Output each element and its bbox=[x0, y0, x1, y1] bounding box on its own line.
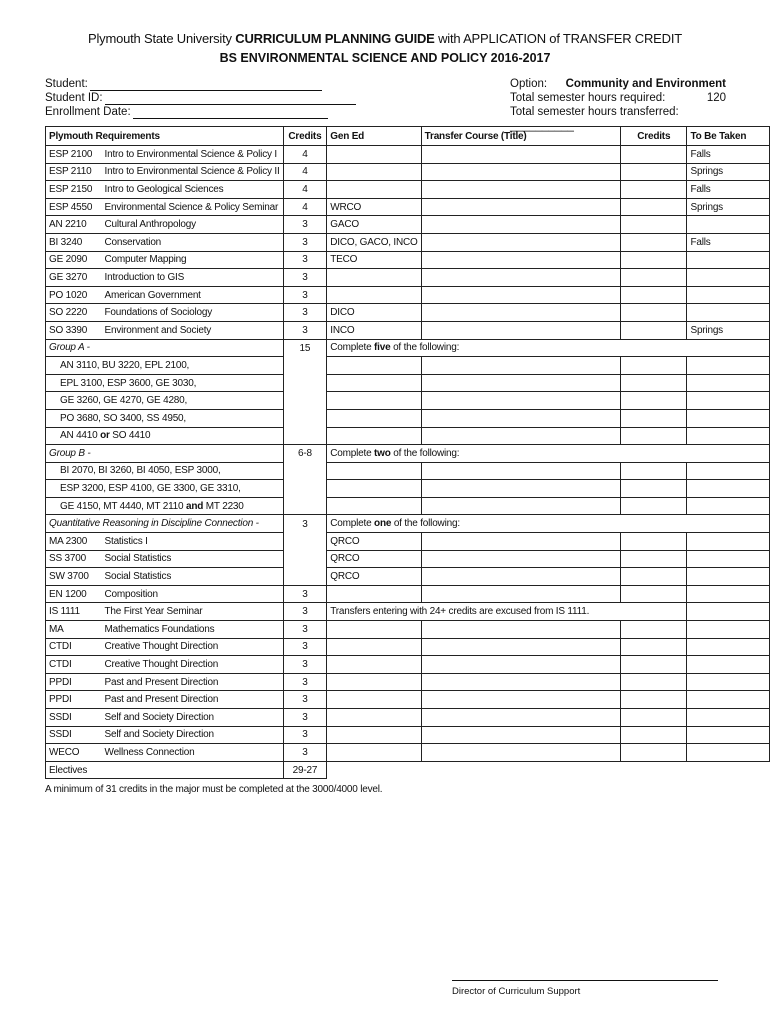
course-credits: 3 bbox=[283, 691, 327, 709]
transfer-credits-cell[interactable] bbox=[621, 304, 687, 322]
course-title: Creative Thought Direction bbox=[102, 656, 284, 674]
course-code: MA 2300 bbox=[46, 533, 102, 551]
hours-required-value: 120 bbox=[706, 92, 726, 104]
course-title: Intro to Environmental Science & Policy II bbox=[102, 163, 284, 181]
transfer-credits-cell[interactable] bbox=[621, 656, 687, 674]
transfer-credits-cell[interactable] bbox=[621, 691, 687, 709]
to-be-taken-cell[interactable] bbox=[687, 409, 770, 427]
to-be-taken-cell[interactable] bbox=[687, 550, 770, 568]
title-guide: CURRICULUM PLANNING GUIDE bbox=[235, 31, 435, 46]
to-be-taken-cell[interactable] bbox=[687, 480, 770, 498]
transfer-course-cell[interactable] bbox=[421, 621, 620, 639]
course-credits: 3 bbox=[283, 656, 327, 674]
table-row bbox=[46, 163, 770, 181]
course-credits: 4 bbox=[283, 198, 327, 216]
transfer-course-cell[interactable] bbox=[421, 550, 620, 568]
group-a-credits-blank bbox=[283, 374, 327, 392]
gen-ed-cell[interactable] bbox=[327, 427, 421, 445]
table-row bbox=[46, 216, 770, 234]
transfer-credits-cell[interactable] bbox=[621, 374, 687, 392]
course-credits: 3 bbox=[283, 638, 327, 656]
to-be-taken-cell bbox=[687, 251, 770, 269]
table-row bbox=[46, 585, 770, 603]
table-row bbox=[46, 445, 770, 463]
to-be-taken-cell[interactable] bbox=[687, 357, 770, 375]
to-be-taken-cell[interactable] bbox=[687, 638, 770, 656]
gen-ed-cell[interactable] bbox=[327, 357, 421, 375]
group-b-connector: and bbox=[186, 500, 204, 512]
course-title: Computer Mapping bbox=[102, 251, 284, 269]
course-title: Conservation bbox=[102, 233, 284, 251]
course-credits: 3 bbox=[283, 251, 327, 269]
gen-ed-cell[interactable] bbox=[327, 673, 421, 691]
gen-ed-cell[interactable] bbox=[327, 621, 421, 639]
table-row bbox=[46, 321, 770, 339]
gen-ed-cell: QRCO bbox=[327, 533, 421, 551]
transfer-credits-cell[interactable] bbox=[621, 216, 687, 234]
student-id-label: Student ID: bbox=[45, 92, 103, 104]
course-title: Self and Society Direction bbox=[102, 726, 284, 744]
option-value: Community and Environment bbox=[565, 78, 726, 90]
course-title: Introduction to GIS bbox=[102, 269, 284, 287]
title-transfer: with APPLICATION of TRANSFER CREDIT bbox=[438, 31, 682, 46]
to-be-taken-cell[interactable] bbox=[687, 568, 770, 586]
col-to-be-taken: To Be Taken bbox=[687, 127, 770, 146]
course-credits: 3 bbox=[283, 726, 327, 744]
to-be-taken-cell: Falls bbox=[687, 146, 770, 164]
table-row bbox=[46, 198, 770, 216]
transfer-course-cell[interactable] bbox=[421, 427, 620, 445]
student-field[interactable] bbox=[90, 78, 322, 91]
course-code: SO 2220 bbox=[46, 304, 102, 322]
transfer-credits-cell[interactable] bbox=[621, 392, 687, 410]
to-be-taken-cell: Falls bbox=[687, 181, 770, 199]
to-be-taken-cell[interactable] bbox=[687, 533, 770, 551]
to-be-taken-cell[interactable] bbox=[687, 726, 770, 744]
group-a-credits: 15 bbox=[283, 339, 327, 357]
course-code: ESP 2100 bbox=[46, 146, 102, 164]
course-title: The First Year Seminar bbox=[102, 603, 284, 621]
requirements-table bbox=[45, 126, 770, 779]
to-be-taken-cell[interactable] bbox=[687, 497, 770, 515]
table-row bbox=[46, 656, 770, 674]
group-a-note: Complete five of the following: bbox=[327, 339, 770, 357]
gen-ed-cell bbox=[327, 269, 421, 287]
course-title: Wellness Connection bbox=[102, 744, 284, 762]
table-row bbox=[46, 568, 770, 586]
col-credits: Credits bbox=[283, 127, 327, 146]
table-row bbox=[46, 392, 770, 410]
course-credits: 3 bbox=[283, 321, 327, 339]
group-a-credits-blank bbox=[283, 427, 327, 445]
to-be-taken-cell bbox=[687, 304, 770, 322]
course-code: SO 3390 bbox=[46, 321, 102, 339]
to-be-taken-cell[interactable] bbox=[687, 744, 770, 762]
transfer-course-cell[interactable] bbox=[421, 269, 620, 287]
course-code: GE 2090 bbox=[46, 251, 102, 269]
course-credits: 4 bbox=[283, 146, 327, 164]
transfer-credits-cell[interactable] bbox=[621, 585, 687, 603]
gen-ed-cell: GACO bbox=[327, 216, 421, 234]
gen-ed-cell[interactable] bbox=[327, 709, 421, 727]
enrollment-date-label: Enrollment Date: bbox=[45, 106, 131, 118]
transfer-course-cell[interactable] bbox=[421, 163, 620, 181]
group-a-credits-blank bbox=[283, 392, 327, 410]
transfer-course-cell[interactable] bbox=[421, 638, 620, 656]
group-b-course-list: BI 2070, BI 3260, BI 4050, ESP 3000, bbox=[46, 462, 284, 480]
gen-ed-cell[interactable] bbox=[327, 638, 421, 656]
transfer-credits-cell[interactable] bbox=[621, 462, 687, 480]
group-a-connector: or bbox=[100, 430, 110, 442]
course-title: Statistics I bbox=[102, 533, 284, 551]
gen-ed-cell[interactable] bbox=[327, 409, 421, 427]
course-title: Environment and Society bbox=[102, 321, 284, 339]
course-title: Social Statistics bbox=[102, 550, 284, 568]
gen-ed-cell[interactable] bbox=[327, 691, 421, 709]
qr-note-count: one bbox=[374, 518, 392, 530]
to-be-taken-cell[interactable] bbox=[687, 374, 770, 392]
table-row bbox=[46, 427, 770, 445]
group-a-note-count: five bbox=[374, 342, 391, 354]
gen-ed-cell bbox=[327, 181, 421, 199]
to-be-taken-cell[interactable] bbox=[687, 585, 770, 603]
hours-required-label: Total semester hours required: bbox=[510, 92, 666, 104]
group-b-label: Group B - bbox=[46, 445, 284, 463]
course-title: Composition bbox=[102, 585, 284, 603]
transfer-course-cell[interactable] bbox=[421, 392, 620, 410]
course-code: PO 1020 bbox=[46, 286, 102, 304]
to-be-taken-cell bbox=[687, 216, 770, 234]
table-row bbox=[46, 691, 770, 709]
gen-ed-cell bbox=[327, 286, 421, 304]
qr-credits-blank bbox=[283, 533, 327, 551]
gen-ed-cell[interactable] bbox=[327, 374, 421, 392]
to-be-taken-cell[interactable] bbox=[687, 709, 770, 727]
transfer-note: Transfers entering with 24+ credits are excused from IS 1111. bbox=[327, 603, 687, 621]
course-title: Social Statistics bbox=[102, 568, 284, 586]
course-code: GE 3270 bbox=[46, 269, 102, 287]
to-be-taken-cell bbox=[687, 286, 770, 304]
group-b-course-list: ESP 3200, ESP 4100, GE 3300, GE 3310, bbox=[46, 480, 284, 498]
transfer-credits-cell[interactable] bbox=[621, 233, 687, 251]
to-be-taken-cell: Springs bbox=[687, 198, 770, 216]
gen-ed-cell: DICO bbox=[327, 304, 421, 322]
course-title: American Government bbox=[102, 286, 284, 304]
group-a-course-list: EPL 3100, ESP 3600, GE 3030, bbox=[46, 374, 284, 392]
transfer-course-cell[interactable] bbox=[421, 585, 620, 603]
group-a-course-list: GE 3260, GE 4270, GE 4280, bbox=[46, 392, 284, 410]
to-be-taken-cell[interactable] bbox=[687, 603, 770, 621]
qr-note: Complete one of the following: bbox=[327, 515, 770, 533]
course-code: ESP 2110 bbox=[46, 163, 102, 181]
option-label: Option: bbox=[510, 78, 548, 90]
transfer-course-cell[interactable] bbox=[421, 462, 620, 480]
course-title: Foundations of Sociology bbox=[102, 304, 284, 322]
transfer-credits-cell[interactable] bbox=[621, 357, 687, 375]
transfer-credits-cell[interactable] bbox=[621, 269, 687, 287]
course-title: Past and Present Direction bbox=[102, 691, 284, 709]
course-title: Intro to Environmental Science & Policy I bbox=[102, 146, 284, 164]
transfer-course-cell[interactable] bbox=[421, 656, 620, 674]
transfer-credits-cell[interactable] bbox=[621, 163, 687, 181]
table-row bbox=[46, 761, 770, 779]
transfer-course-cell[interactable] bbox=[421, 744, 620, 762]
transfer-course-cell[interactable] bbox=[421, 480, 620, 498]
course-credits: 3 bbox=[283, 603, 327, 621]
course-code: SW 3700 bbox=[46, 568, 102, 586]
transfer-credits-cell[interactable] bbox=[621, 621, 687, 639]
transfer-credits-cell[interactable] bbox=[621, 286, 687, 304]
to-be-taken-cell[interactable] bbox=[687, 462, 770, 480]
transfer-credits-cell[interactable] bbox=[621, 198, 687, 216]
qr-credits-blank bbox=[283, 568, 327, 586]
table-row bbox=[46, 146, 770, 164]
col-gen-ed: Gen Ed bbox=[327, 127, 421, 146]
course-code: IS 1111 bbox=[46, 603, 102, 621]
transfer-credits-cell[interactable] bbox=[621, 673, 687, 691]
course-credits: 3 bbox=[283, 269, 327, 287]
transfer-credits-cell[interactable] bbox=[621, 726, 687, 744]
course-code: WECO bbox=[46, 744, 102, 762]
group-b-credits: 6-8 bbox=[283, 445, 327, 463]
table-row bbox=[46, 603, 770, 621]
transfer-course-cell[interactable] bbox=[421, 726, 620, 744]
course-title: Creative Thought Direction bbox=[102, 638, 284, 656]
course-code: CTDI bbox=[46, 656, 102, 674]
title-university: Plymouth State University bbox=[88, 31, 232, 46]
table-row bbox=[46, 357, 770, 375]
gen-ed-cell: QRCO bbox=[327, 550, 421, 568]
hours-transferred-label: Total semester hours transferred: __________ bbox=[510, 106, 679, 132]
table-row bbox=[46, 621, 770, 639]
electives-credits: 29-27 bbox=[283, 761, 327, 779]
enrollment-date-field[interactable] bbox=[133, 106, 328, 119]
transfer-credits-cell[interactable] bbox=[621, 251, 687, 269]
table-row bbox=[46, 339, 770, 357]
transfer-course-cell[interactable] bbox=[421, 533, 620, 551]
gen-ed-cell[interactable] bbox=[327, 656, 421, 674]
transfer-course-cell[interactable] bbox=[421, 251, 620, 269]
gen-ed-cell[interactable] bbox=[327, 462, 421, 480]
group-a-course-list: AN 4410 or SO 4410 bbox=[46, 427, 284, 445]
gen-ed-cell: WRCO bbox=[327, 198, 421, 216]
signature-label: Director of Curriculum Support bbox=[452, 986, 581, 997]
table-row bbox=[46, 515, 770, 533]
transfer-credits-cell[interactable] bbox=[621, 638, 687, 656]
group-b-note: Complete two of the following: bbox=[327, 445, 770, 463]
course-title: Environmental Science & Policy Seminar bbox=[102, 198, 284, 216]
transfer-course-cell[interactable] bbox=[421, 233, 620, 251]
course-credits: 3 bbox=[283, 744, 327, 762]
table-row bbox=[46, 550, 770, 568]
course-code: AN 2210 bbox=[46, 216, 102, 234]
to-be-taken-cell: Springs bbox=[687, 163, 770, 181]
col-transfer-course: Transfer Course (Title) bbox=[421, 127, 620, 146]
group-a-course-list: PO 3680, SO 3400, SS 4950, bbox=[46, 409, 284, 427]
transfer-course-cell[interactable] bbox=[421, 216, 620, 234]
group-b-note-count: two bbox=[374, 447, 391, 459]
gen-ed-cell[interactable] bbox=[327, 744, 421, 762]
to-be-taken-cell bbox=[687, 269, 770, 287]
transfer-credits-cell[interactable] bbox=[621, 146, 687, 164]
course-title: Cultural Anthropology bbox=[102, 216, 284, 234]
footer-note: A minimum of 31 credits in the major must be completed at the 3000/4000 level. bbox=[45, 784, 383, 795]
to-be-taken-cell: Springs bbox=[687, 321, 770, 339]
group-b-credits-blank bbox=[283, 497, 327, 515]
transfer-credits-cell[interactable] bbox=[621, 409, 687, 427]
to-be-taken-cell: Falls bbox=[687, 233, 770, 251]
table-row bbox=[46, 286, 770, 304]
course-title: Mathematics Foundations bbox=[102, 621, 284, 639]
course-code: ESP 4550 bbox=[46, 198, 102, 216]
transfer-course-cell[interactable] bbox=[421, 497, 620, 515]
signature-line[interactable] bbox=[452, 980, 718, 981]
course-credits: 3 bbox=[283, 709, 327, 727]
student-id-field[interactable] bbox=[105, 92, 356, 105]
table-row bbox=[46, 462, 770, 480]
transfer-credits-cell[interactable] bbox=[621, 533, 687, 551]
table-row bbox=[46, 269, 770, 287]
course-credits: 3 bbox=[283, 585, 327, 603]
course-title: Intro to Geological Sciences bbox=[102, 181, 284, 199]
gen-ed-cell: QRCO bbox=[327, 568, 421, 586]
table-row bbox=[46, 726, 770, 744]
course-code: PPDI bbox=[46, 691, 102, 709]
gen-ed-cell bbox=[327, 146, 421, 164]
transfer-course-cell[interactable] bbox=[421, 321, 620, 339]
table-row bbox=[46, 673, 770, 691]
electives-label: Electives bbox=[46, 761, 284, 779]
to-be-taken-cell[interactable] bbox=[687, 691, 770, 709]
course-credits: 4 bbox=[283, 181, 327, 199]
group-a-label: Group A - bbox=[46, 339, 284, 357]
transfer-course-cell[interactable] bbox=[421, 181, 620, 199]
to-be-taken-cell[interactable] bbox=[687, 673, 770, 691]
to-be-taken-cell[interactable] bbox=[687, 656, 770, 674]
group-a-course-list: AN 3110, BU 3220, EPL 2100, bbox=[46, 357, 284, 375]
gen-ed-cell[interactable] bbox=[327, 392, 421, 410]
table-header-row bbox=[46, 127, 770, 146]
gen-ed-cell: DICO, GACO, INCO bbox=[327, 233, 421, 251]
course-code: SSDI bbox=[46, 726, 102, 744]
transfer-credits-cell[interactable] bbox=[621, 709, 687, 727]
to-be-taken-cell[interactable] bbox=[687, 427, 770, 445]
course-code: EN 1200 bbox=[46, 585, 102, 603]
col-transfer-credits: Credits bbox=[621, 127, 687, 146]
transfer-course-cell[interactable] bbox=[421, 673, 620, 691]
transfer-credits-cell[interactable] bbox=[621, 480, 687, 498]
course-credits: 3 bbox=[283, 621, 327, 639]
course-code: CTDI bbox=[46, 638, 102, 656]
transfer-course-cell[interactable] bbox=[421, 374, 620, 392]
transfer-course-cell[interactable] bbox=[421, 568, 620, 586]
gen-ed-cell: INCO bbox=[327, 321, 421, 339]
course-code: BI 3240 bbox=[46, 233, 102, 251]
course-credits: 3 bbox=[283, 304, 327, 322]
option-info bbox=[510, 77, 726, 132]
table-row bbox=[46, 233, 770, 251]
group-a-credits-blank bbox=[283, 409, 327, 427]
transfer-credits-cell[interactable] bbox=[621, 321, 687, 339]
transfer-course-cell[interactable] bbox=[421, 409, 620, 427]
table-row bbox=[46, 533, 770, 551]
table-row bbox=[46, 251, 770, 269]
transfer-course-cell[interactable] bbox=[421, 691, 620, 709]
group-b-course-list: GE 4150, MT 4440, MT 2110 and MT 2230 bbox=[46, 497, 284, 515]
document-title bbox=[0, 31, 770, 46]
student-label: Student: bbox=[45, 78, 88, 90]
table-row bbox=[46, 480, 770, 498]
transfer-course-cell[interactable] bbox=[421, 146, 620, 164]
course-credits: 3 bbox=[283, 216, 327, 234]
transfer-course-cell[interactable] bbox=[421, 198, 620, 216]
student-info bbox=[45, 77, 356, 119]
col-requirements: Plymouth Requirements bbox=[46, 127, 284, 146]
transfer-credits-cell[interactable] bbox=[621, 744, 687, 762]
to-be-taken-cell[interactable] bbox=[687, 392, 770, 410]
transfer-credits-cell[interactable] bbox=[621, 181, 687, 199]
course-credits: 4 bbox=[283, 163, 327, 181]
qr-label: Quantitative Reasoning in Discipline Connection - bbox=[46, 515, 284, 533]
course-credits: 3 bbox=[283, 233, 327, 251]
transfer-credits-cell[interactable] bbox=[621, 497, 687, 515]
table-row bbox=[46, 497, 770, 515]
gen-ed-cell[interactable] bbox=[327, 497, 421, 515]
course-credits: 3 bbox=[283, 286, 327, 304]
table-row bbox=[46, 304, 770, 322]
course-code: PPDI bbox=[46, 673, 102, 691]
gen-ed-cell[interactable] bbox=[327, 480, 421, 498]
course-code: SS 3700 bbox=[46, 550, 102, 568]
gen-ed-cell: TECO bbox=[327, 251, 421, 269]
course-title: Past and Present Direction bbox=[102, 673, 284, 691]
transfer-course-cell[interactable] bbox=[421, 709, 620, 727]
course-credits: 3 bbox=[283, 673, 327, 691]
transfer-course-cell[interactable] bbox=[421, 286, 620, 304]
gen-ed-cell[interactable] bbox=[327, 585, 421, 603]
course-title: Self and Society Direction bbox=[102, 709, 284, 727]
program-title: BS ENVIRONMENTAL SCIENCE AND POLICY 2016-2017 bbox=[219, 51, 551, 65]
transfer-credits-cell[interactable] bbox=[621, 568, 687, 586]
course-code: ESP 2150 bbox=[46, 181, 102, 199]
gen-ed-cell[interactable] bbox=[327, 726, 421, 744]
table-row bbox=[46, 709, 770, 727]
table-row bbox=[46, 409, 770, 427]
table-row bbox=[46, 181, 770, 199]
gen-ed-cell bbox=[327, 163, 421, 181]
to-be-taken-cell[interactable] bbox=[687, 621, 770, 639]
group-b-credits-blank bbox=[283, 462, 327, 480]
table-row bbox=[46, 374, 770, 392]
transfer-course-cell[interactable] bbox=[421, 357, 620, 375]
transfer-course-cell[interactable] bbox=[421, 304, 620, 322]
qr-credits: 3 bbox=[283, 515, 327, 533]
transfer-credits-cell[interactable] bbox=[621, 427, 687, 445]
transfer-credits-cell[interactable] bbox=[621, 550, 687, 568]
course-code: SSDI bbox=[46, 709, 102, 727]
table-row bbox=[46, 744, 770, 762]
group-b-credits-blank bbox=[283, 480, 327, 498]
course-code: MA bbox=[46, 621, 102, 639]
group-a-credits-blank bbox=[283, 357, 327, 375]
table-row bbox=[46, 638, 770, 656]
qr-credits-blank bbox=[283, 550, 327, 568]
